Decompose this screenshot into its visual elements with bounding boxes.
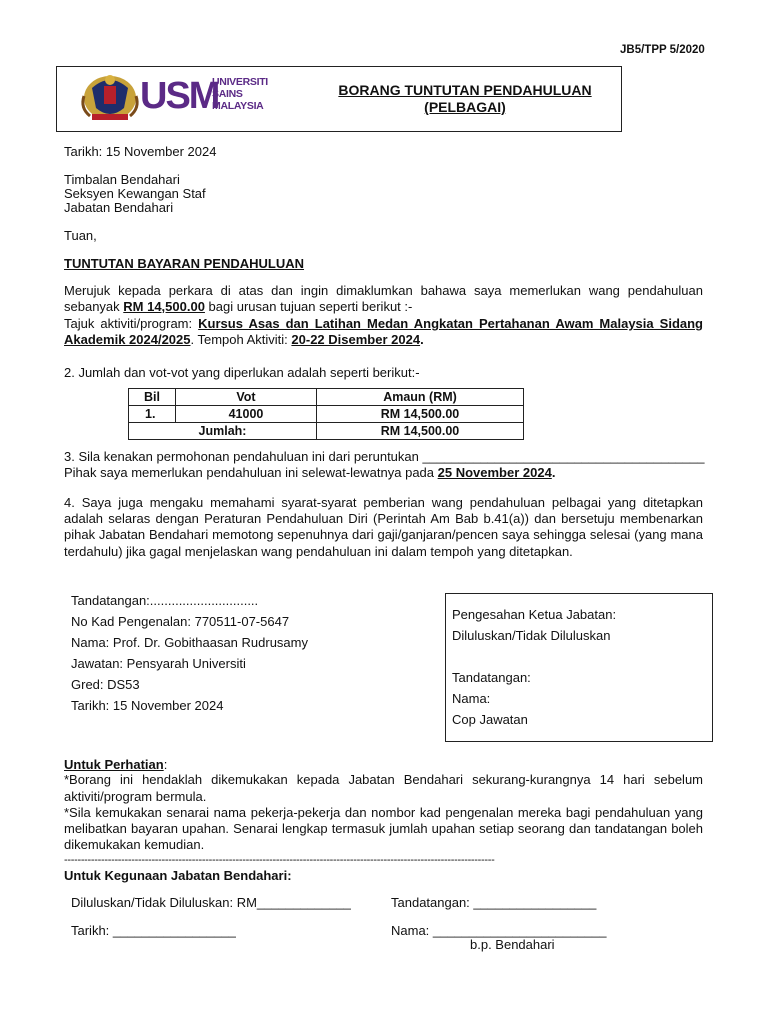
approval-title: Pengesahan Ketua Jabatan: [452, 607, 617, 622]
salutation: Tuan, [64, 228, 97, 243]
notice-line: *Sila kemukakan senarai nama pekerja-pekerja dan nombor kad pengenalan mereka bagi pendahuluan yang [64, 805, 703, 820]
table-header: Amaun (RM) [317, 389, 524, 406]
para1-line1: Merujuk kepada perkara di atas dan ingin dimaklumkan bahawa saya memerlukan wang pendahuluan [64, 283, 703, 298]
para4-line: adalah selaras dengan Peraturan Pendahuluan Diri (Perintah Am Bab b.41(a)) dan bersetuju membenarkan [64, 511, 703, 526]
table-cell: RM 14,500.00 [317, 406, 524, 423]
para1-line3: Tajuk aktiviti/program: Kursus Asas dan Latihan Medan Angkatan Pertahanan Awam Malaysia Sidang [64, 316, 703, 331]
program-title-cont: Akademik 2024/2025 [64, 332, 191, 347]
approval-name: Nama: [452, 691, 491, 706]
office-use-heading: Untuk Kegunaan Jabatan Bendahari: [64, 868, 292, 883]
para3-line1: 3. Sila kenakan permohonan pendahuluan ini dari peruntukan _______________________________________ [64, 449, 705, 464]
recipient-line: Timbalan Bendahari [64, 172, 180, 187]
on-behalf-label: b.p. Bendahari [470, 937, 555, 952]
applicant-name: Nama: Prof. Dr. Gobithaasan Rudrusamy [71, 635, 308, 650]
notice-line: dikemukakan kemudian. [64, 837, 205, 852]
applicant-date: Tarikh: 15 November 2024 [71, 698, 224, 713]
amount-value: RM 14,500.00 [123, 299, 205, 314]
table-total-row [129, 423, 524, 440]
crest-icon [78, 68, 142, 124]
notice-line: aktiviti/program bermula. [64, 789, 207, 804]
table-header: Bil [129, 389, 176, 406]
table-cell: 41000 [176, 406, 317, 423]
form-title: BORANG TUNTUTAN PENDAHULUAN (PELBAGAI) [338, 82, 592, 115]
notice-line: melibatkan bayaran upahan. Senarai lengkap termasuk jumlah upahan setiap seorang dan tandatangan boleh [64, 821, 703, 836]
para3-line2: Pihak saya memerlukan pendahuluan ini selewat-lewatnya pada 25 November 2024. [64, 465, 556, 480]
recipient-line: Jabatan Bendahari [64, 200, 174, 215]
form-code: JB5/TPP 5/2020 [620, 44, 705, 56]
table-row [129, 406, 524, 423]
table-cell: 1. [129, 406, 176, 423]
para2: 2. Jumlah dan vot-vot yang diperlukan adalah seperti berikut:- [64, 365, 420, 380]
logo-university-name: UNIVERSITI SAINS MALAYSIA [212, 76, 268, 112]
applicant-signature: Tandatangan:.............................. [71, 593, 259, 608]
table-header-row [129, 389, 524, 406]
office-approval-amount: Diluluskan/Tidak Diluluskan: RM_____________ [71, 895, 351, 910]
letter-date: Tarikh: 15 November 2024 [64, 144, 217, 159]
total-value: RM 14,500.00 [317, 423, 524, 440]
para1-line2: sebanyak RM 14,500.00 bagi urusan tujuan seperti berikut :- [64, 299, 413, 314]
para4-line: pihak Jabatan Bendahari memotong sepenuhnya dari gaji/ganjaran/pencen saya sehingga selesai (yang mana [64, 527, 703, 542]
para4-line: 4. Saya juga mengaku memahami syarat-syarat pemberian wang pendahuluan pelbagai yang ditetapkan [64, 495, 703, 510]
notice-line: *Borang ini hendaklah dikemukakan kepada Jabatan Bendahari sekurang-kurangnya 14 hari sebelum [64, 772, 703, 787]
vot-table [128, 388, 524, 440]
deadline-date: 25 November 2024 [437, 465, 552, 480]
table-header: Vot [176, 389, 317, 406]
applicant-position: Jawatan: Pensyarah Universiti [71, 656, 246, 671]
recipient-line: Seksyen Kewangan Staf [64, 186, 206, 201]
office-name: Nama: ________________________ [391, 923, 607, 938]
approval-stamp: Cop Jawatan [452, 712, 528, 727]
subject-heading: TUNTUTAN BAYARAN PENDAHULUAN [64, 256, 305, 271]
program-title: Kursus Asas dan Latihan Medan Angkatan Pertahanan Awam Malaysia Sidang [198, 316, 703, 331]
office-signature: Tandatangan: _________________ [391, 895, 597, 910]
logo-usm-text: USM [140, 75, 219, 117]
applicant-ic: No Kad Pengenalan: 770511-07-5647 [71, 614, 290, 629]
activity-period: 20-22 Disember 2024 [291, 332, 421, 347]
notice-heading: Untuk Perhatian: [64, 757, 168, 772]
approval-status: Diluluskan/Tidak Diluluskan [452, 628, 611, 643]
approval-signature: Tandatangan: [452, 670, 531, 685]
office-date: Tarikh: _________________ [71, 923, 236, 938]
para1-line4: Akademik 2024/2025. Tempoh Aktiviti: 20-22 Disember 2024. [64, 332, 424, 347]
total-label: Jumlah: [129, 423, 317, 440]
dashed-divider: -------------------------------------------------------------------------------------------------------------------------------- [64, 854, 495, 866]
university-logo [72, 66, 268, 126]
para4-line: terdahulu) jika gagal menjelaskan wang pendahuluan ini dalam tempoh yang ditetapkan. [64, 544, 573, 559]
applicant-grade: Gred: DS53 [71, 677, 140, 692]
